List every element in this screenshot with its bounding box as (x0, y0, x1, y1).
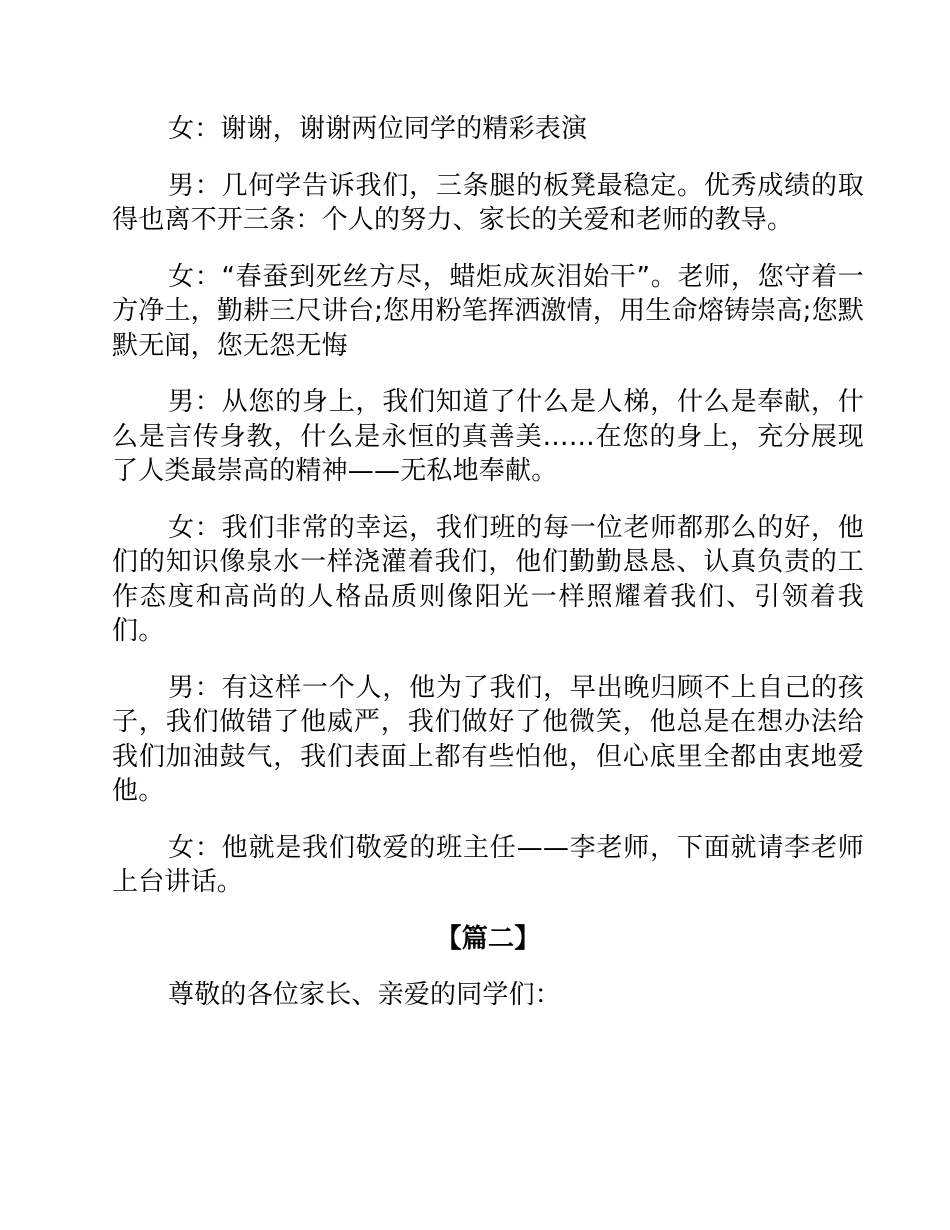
dialogue-paragraph-5: 女：我们非常的幸运，我们班的每一位老师都那么的好，他们的知识像泉水一样浇灌着我们，他们勤勤恳恳、认真负责的工作态度和高尚的人格品质则像阳光一样照耀着我们、引领着我们。 (112, 512, 864, 646)
dialogue-paragraph-6: 男：有这样一个人，他为了我们，早出晚归顾不上自己的孩子，我们做错了他威严，我们做好了他微笑，他总是在想办法给我们加油鼓气，我们表面上都有些怕他，但心底里全都由衷地爱他。 (112, 672, 864, 806)
section-heading: 【篇二】 (435, 923, 541, 954)
dialogue-paragraph-3: 女：“春蚕到死丝方尽，蜡炬成灰泪始干”。老师，您守着一方净土，勤耕三尺讲台;您用粉笔挥洒激情，用生命熔铸崇高;您默默无闻，您无怨无悔 (112, 261, 864, 361)
dialogue-paragraph-7: 女：他就是我们敬爱的班主任——李老师，下面就请李老师上台讲话。 (112, 832, 864, 897)
dialogue-paragraph-2: 男：几何学告诉我们，三条腿的板凳最稳定。优秀成绩的取得也离不开三条：个人的努力、家长的关爱和老师的教导。 (112, 170, 864, 235)
dialogue-paragraph-4: 男：从您的身上，我们知道了什么是人梯，什么是奉献，什么是言传身教，什么是永恒的真善美……在您的身上，充分展现了人类最崇高的精神——无私地奉献。 (112, 387, 864, 486)
document-page (112, 112, 864, 1035)
salutation-paragraph: 尊敬的各位家长、亲爱的同学们： (168, 980, 562, 1010)
dialogue-paragraph-1: 女：谢谢，谢谢两位同学的精彩表演 (168, 114, 588, 144)
